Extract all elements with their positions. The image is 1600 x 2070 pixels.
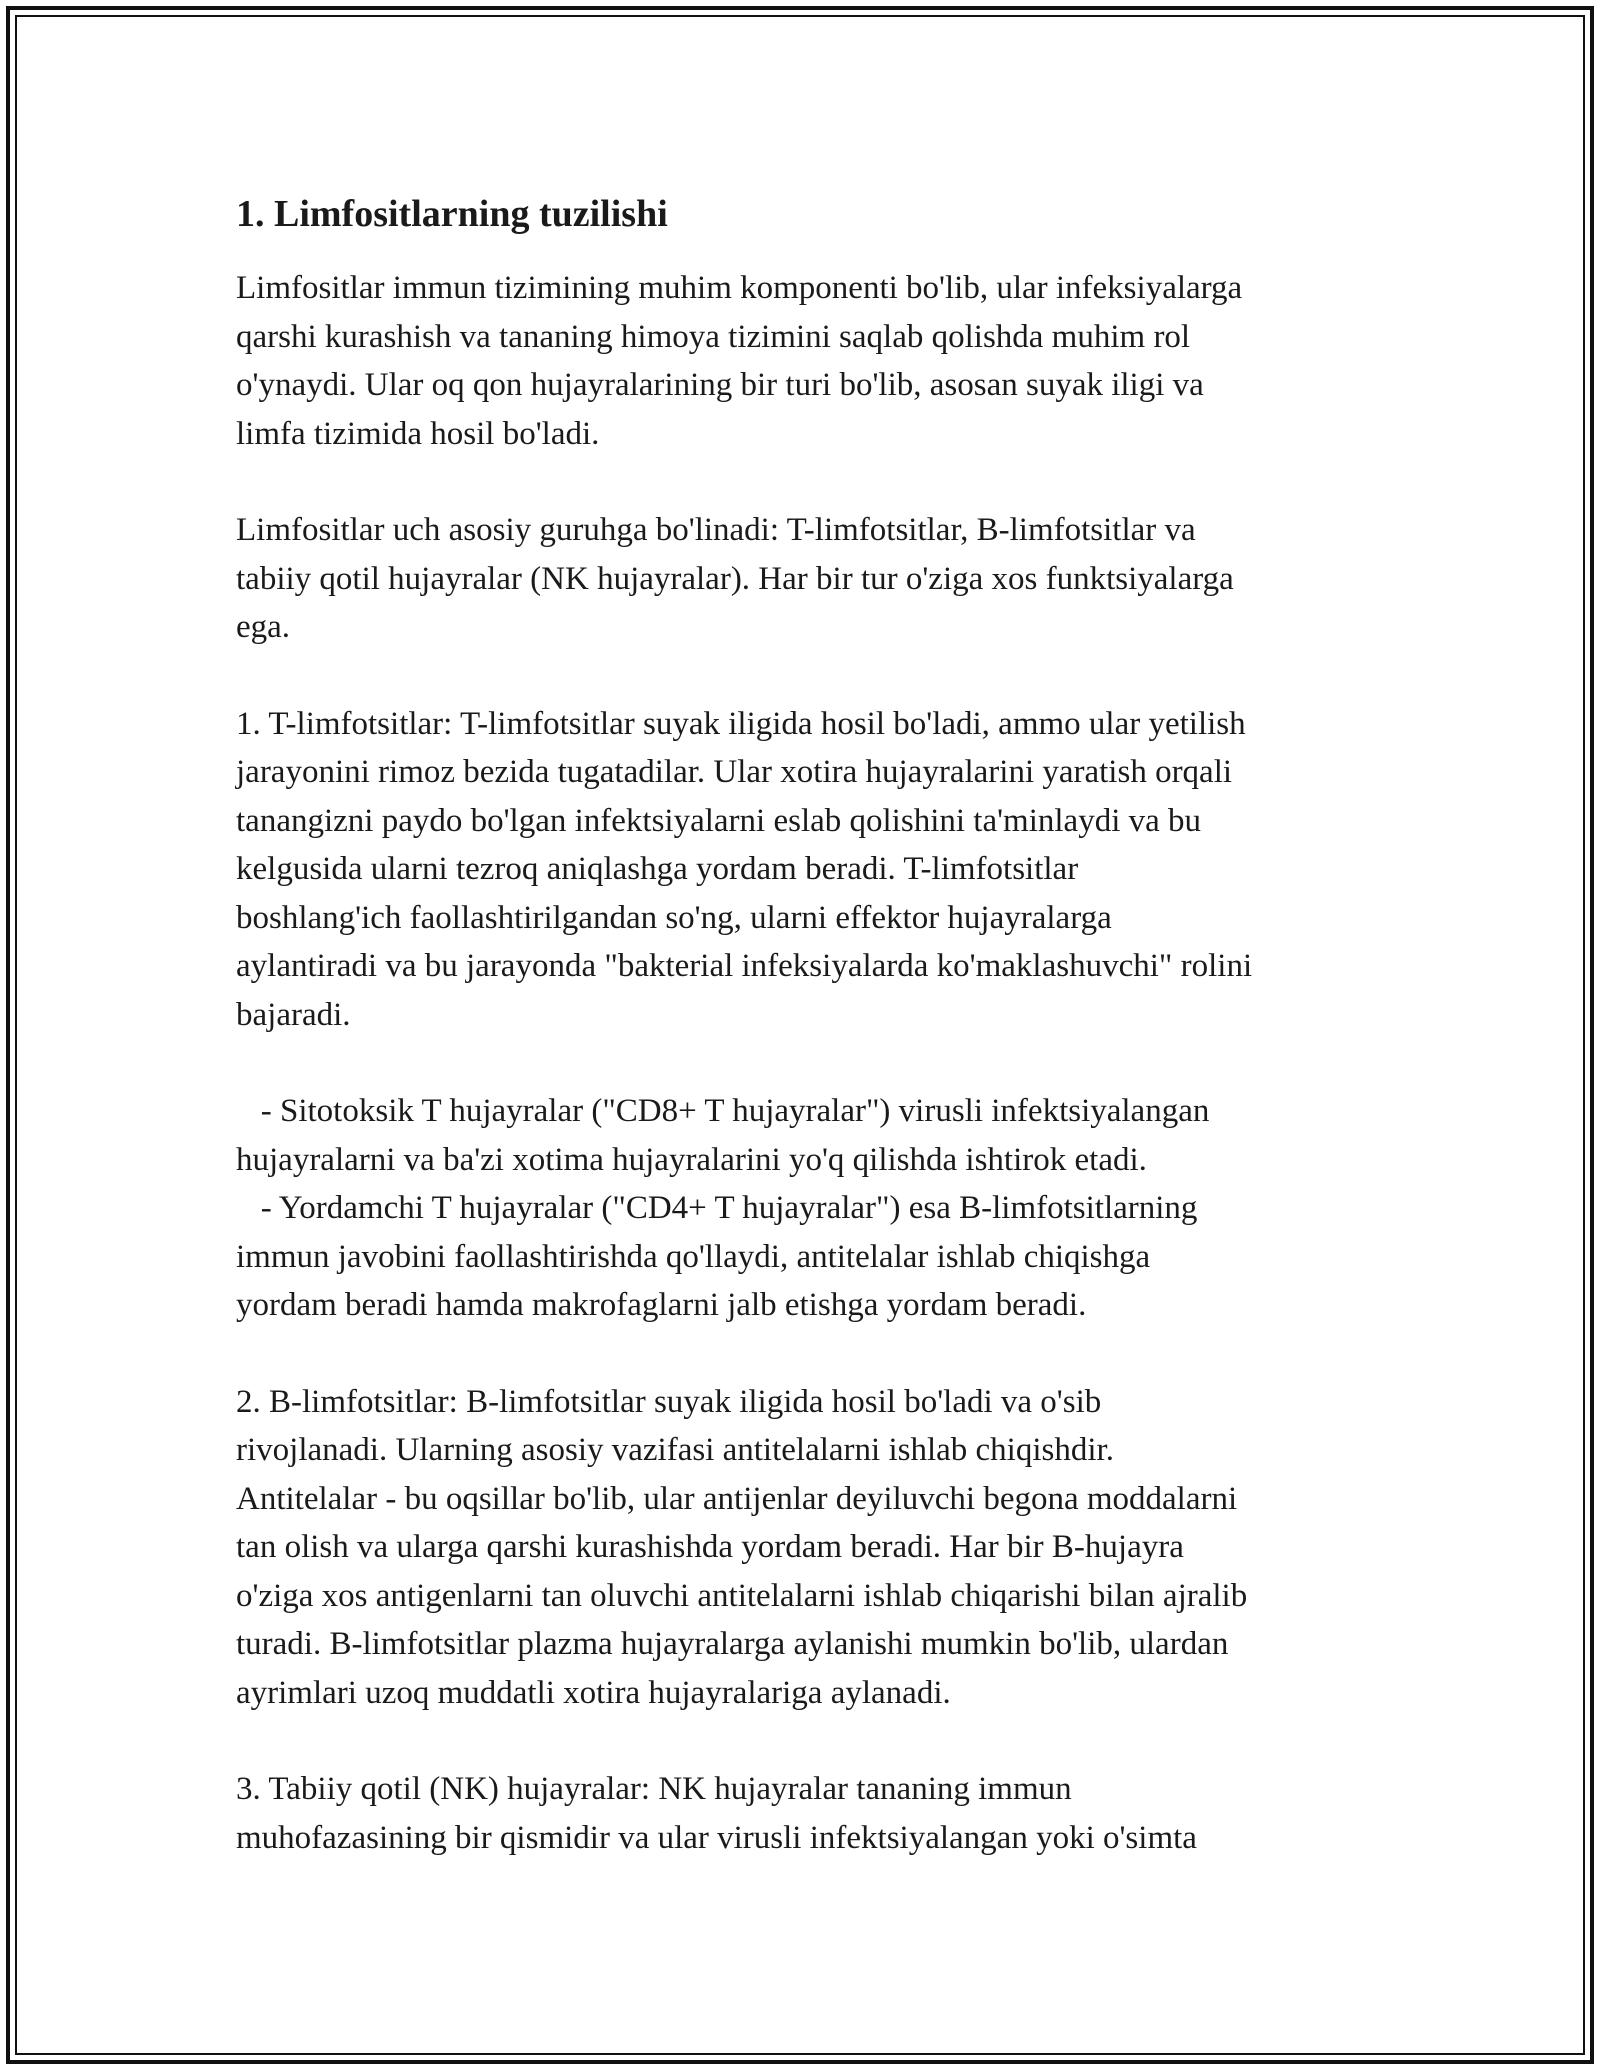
text-line: hujayralarni va ba'zi xotima hujayralarini yo'q qilishda ishtirok etadi.	[236, 1141, 1147, 1178]
text-line: tabiiy qotil hujayralar (NK hujayralar). Har bir tur o'ziga xos funktsiyalarga	[236, 560, 1234, 597]
text-line: - Yordamchi T hujayralar ("CD4+ T hujayralar") esa B-limfotsitlarning	[236, 1190, 1198, 1226]
text-line: aylantiradi va bu jarayonda "bakterial infeksiyalarda ko'maklashuvchi" rolini	[236, 948, 1253, 984]
text-line: limfa tizimida hosil bo'ladi.	[236, 415, 600, 452]
text-line: muhofazasining bir qismidir va ular virusli infektsiyalangan yoki o'simta	[236, 1819, 1197, 1856]
text-line: rivojlanadi. Ularning asosiy vazifasi antitelalarni ishlab chiqishdir.	[236, 1432, 1114, 1468]
document-content	[236, 186, 1386, 1910]
paragraph-b-cells	[236, 1378, 1386, 1718]
text-line: ega.	[236, 609, 291, 645]
text-line: immun javobini faollashtirishda qo'llaydi, antitelalar ishlab chiqishga	[236, 1238, 1151, 1275]
text-line: ayrimlari uzoq muddatli xotira hujayralariga aylanadi.	[236, 1674, 951, 1711]
text-line: jarayonini rimoz bezida tugatadilar. Ular xotira hujayralarini yaratish orqali	[236, 754, 1233, 790]
text-line: turadi. B-limfotsitlar plazma hujayralarga aylanishi mumkin bo'lib, ulardan	[236, 1626, 1229, 1662]
text-line: 1. T-limfotsitlar: T-limfotsitlar suyak iligida hosil bo'ladi, ammo ular yetilish	[236, 705, 1246, 742]
text-line: qarshi kurashish va tananing himoya tizimini saqlab qolishda muhim rol	[236, 318, 1191, 355]
text-line: - Sitotoksik T hujayralar ("CD8+ T hujayralar") virusli infektsiyalangan	[236, 1093, 1210, 1129]
paragraph-t-cells	[236, 700, 1386, 1040]
paragraph-t-subtypes	[236, 1087, 1386, 1330]
text-line: tanangizni paydo bo'lgan infektsiyalarni eslab qolishini ta'minlaydi va bu	[236, 802, 1202, 839]
text-line: Limfositlar uch asosiy guruhga bo'linadi: T-limfotsitlar, B-limfotsitlar va	[236, 512, 1196, 548]
text-line: 3. Tabiiy qotil (NK) hujayralar: NK hujayralar tananing immun	[236, 1771, 1072, 1807]
text-line: Antitelalar - bu oqsillar bo'lib, ular antijenlar deyiluvchi begona moddalarni	[236, 1480, 1238, 1517]
text-line: 2. B-limfotsitlar: B-limfotsitlar suyak iligida hosil bo'ladi va o'sib	[236, 1383, 1102, 1420]
paragraph-groups	[236, 506, 1386, 652]
text-line: kelgusida ularni tezroq aniqlashga yordam beradi. T-limfotsitlar	[236, 851, 1079, 887]
paragraph-nk-cells	[236, 1765, 1386, 1862]
text-line: o'ziga xos antigenlarni tan oluvchi antitelalarni ishlab chiqarishi bilan ajralib	[236, 1577, 1248, 1614]
text-line: o'ynaydi. Ular oq qon hujayralarining bir turi bo'lib, asosan suyak iligi va	[236, 367, 1204, 403]
text-line: Limfositlar immun tizimining muhim komponenti bo'lib, ular infeksiyalarga	[236, 270, 1243, 306]
text-line: tan olish va ularga qarshi kurashishda yordam beradi. Har bir B-hujayra	[236, 1529, 1184, 1565]
text-line: bajaradi.	[236, 996, 351, 1033]
section-heading: 1. Limfositlarning tuzilishi	[236, 193, 668, 235]
text-line: boshlang'ich faollashtirilgandan so'ng, ularni effektor hujayralarga	[236, 899, 1112, 936]
text-line: yordam beradi hamda makrofaglarni jalb etishga yordam beradi.	[236, 1287, 1087, 1323]
paragraph-intro	[236, 264, 1386, 458]
